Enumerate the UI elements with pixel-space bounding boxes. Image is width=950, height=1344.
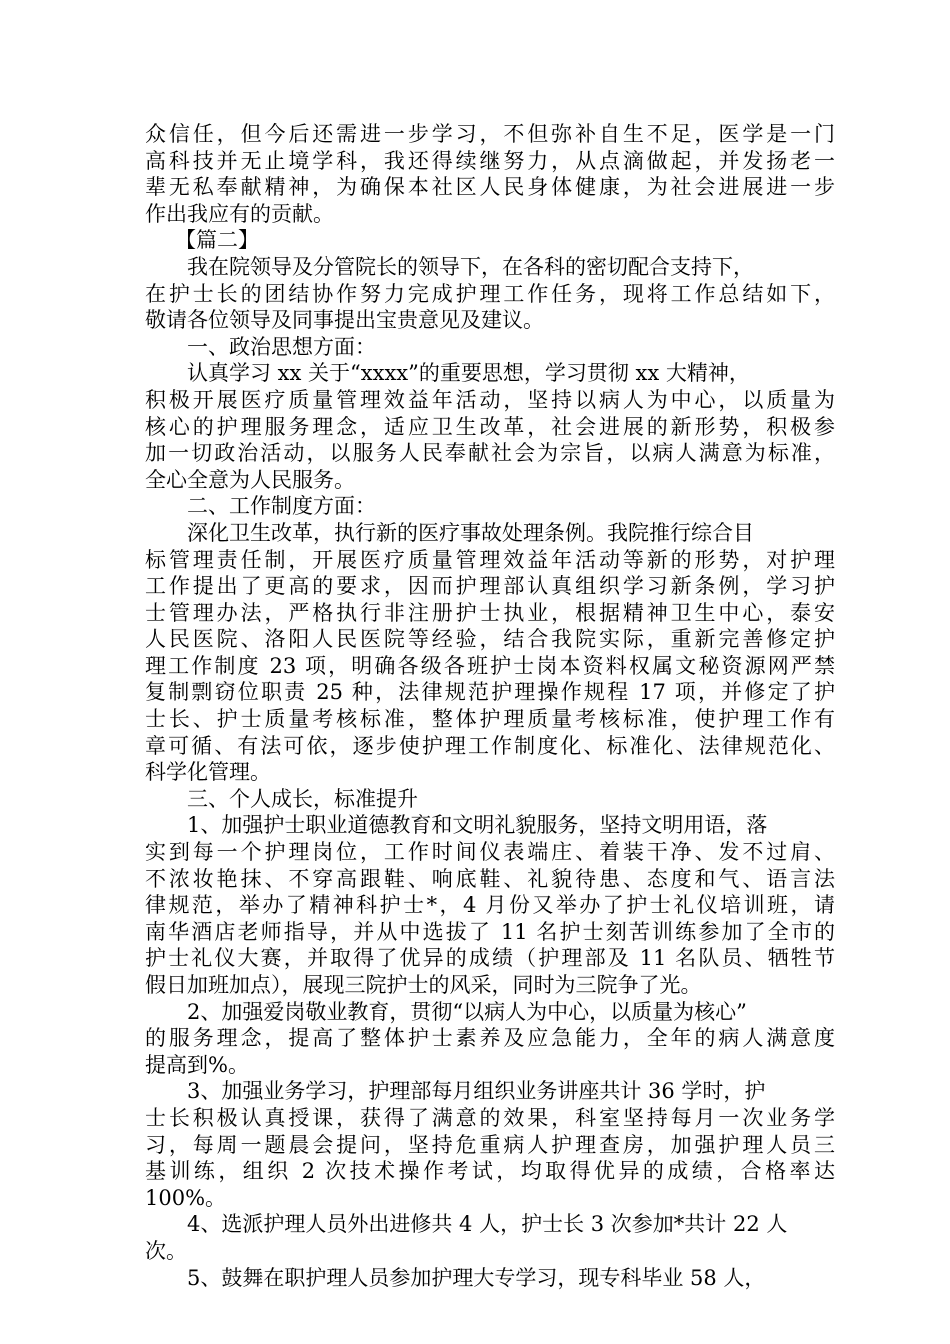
text-line: 5、鼓舞在职护理人员参加护理大专学习，现专科毕业 58 人， <box>187 1265 766 1290</box>
text-line: 加一切政治活动，以服务人民奉献社会为宗旨，以病人满意为标准， <box>145 441 835 466</box>
text-line: 在护士长的团结协作努力完成护理工作任务，现将工作总结如下， <box>145 281 835 306</box>
text-line: 实到每一个护理岗位，工作时间仪表端庄、着装干净、发不过肩、 <box>145 840 835 865</box>
text-line: 护士礼仪大赛，并取得了优异的成绩（护理部及 11 名队员、牺牲节 <box>145 946 835 971</box>
section-heading: 【篇二】 <box>175 228 259 253</box>
text-line: 基训练，组织 2 次技术操作考试，均取得优异的成绩，合格率达 <box>145 1159 835 1184</box>
text-line: 认真学习 xx 关于“xxxx”的重要思想，学习贯彻 xx 大精神， <box>187 361 750 386</box>
text-line: 三、个人成长，标准提升 <box>187 786 418 811</box>
text-line: 2、加强爱岗敬业教育，贯彻“以病人为中心，以质量为核心” <box>187 999 747 1024</box>
text-line: 二、工作制度方面： <box>187 494 376 519</box>
text-line: 的服务理念，提高了整体护士素养及应急能力，全年的病人满意度 <box>145 1026 835 1051</box>
text-line: 高科技并无止境学科，我还得续继努力，从点滴做起，并发扬老一 <box>145 148 835 173</box>
text-line: 标管理责任制，开展医疗质量管理效益年活动等新的形势，对护理 <box>145 547 835 572</box>
text-line: 理工作制度 23 项，明确各级各班护士岗本资料权属文秘资源网严禁 <box>145 653 835 678</box>
text-line: 积极开展医疗质量管理效益年活动，坚持以病人为中心，以质量为 <box>145 387 835 412</box>
text-line: 习，每周一题晨会提问，坚持危重病人护理查房，加强护理人员三 <box>145 1132 835 1157</box>
text-line: 复制剽窃位职责 25 种，法律规范护理操作规程 17 项，并修定了护 <box>145 680 835 705</box>
text-line: 100%。 <box>145 1185 227 1210</box>
text-line: 我在院领导及分管院长的领导下，在各科的密切配合支持下， <box>187 254 754 279</box>
text-line: 3、加强业务学习，护理部每月组织业务讲座共计 36 学时，护 <box>187 1079 766 1104</box>
text-line: 提高到%。 <box>145 1052 249 1077</box>
text-line: 士长积极认真授课，获得了满意的效果，科室坚持每月一次业务学 <box>145 1105 835 1130</box>
text-line: 南华酒店老师指导，并从中选拔了 11 名护士刻苦训练参加了全市的 <box>145 919 835 944</box>
text-line: 1、加强护士职业道德教育和文明礼貌服务，坚持文明用语，落 <box>187 813 768 838</box>
text-line: 作出我应有的贡献。 <box>145 201 334 226</box>
text-line: 工作提出了更高的要求，因而护理部认真组织学习新条例，学习护 <box>145 574 835 599</box>
text-line: 核心的护理服务理念，适应卫生改革，社会进展的新形势，积极参 <box>145 414 835 439</box>
text-line: 科学化管理。 <box>145 760 271 785</box>
text-line: 辈无私奉献精神，为确保本社区人民身体健康，为社会进展进一步 <box>145 175 835 200</box>
text-line: 士管理办法，严格执行非注册护士执业，根据精神卫生中心，泰安 <box>145 600 835 625</box>
document-body <box>145 121 835 1291</box>
text-line: 次。 <box>145 1238 187 1263</box>
text-line: 律规范，举办了精神科护士*，4 月份又举办了护士礼仪培训班，请 <box>145 893 835 918</box>
text-line: 深化卫生改革，执行新的医疗事故处理条例。我院推行综合目 <box>187 520 754 545</box>
text-line: 不浓妆艳抹、不穿高跟鞋、响底鞋、礼貌待患、态度和气、语言法 <box>145 866 835 891</box>
text-line: 众信任，但今后还需进一步学习，不但弥补自生不足，医学是一门 <box>145 122 835 146</box>
text-line: 敬请各位领导及同事提出宝贵意见及建议。 <box>145 308 544 333</box>
text-line: 假日加班加点），展现三院护士的风采，同时为三院争了光。 <box>145 973 702 997</box>
text-line: 章可循、有法可依，逐步使护理工作制度化、标准化、法律规范化、 <box>145 733 835 758</box>
text-line: 一、政治思想方面： <box>187 334 376 359</box>
text-line: 全心全意为人民服务。 <box>145 467 355 492</box>
text-line: 4、选派护理人员外出进修共 4 人，护士长 3 次参加*共计 22 人 <box>187 1212 788 1237</box>
text-line: 人民医院、洛阳人民医院等经验，结合我院实际，重新完善修定护 <box>145 627 835 652</box>
text-line: 士长、护士质量考核标准，整体护理质量考核标准，使护理工作有 <box>145 707 835 732</box>
